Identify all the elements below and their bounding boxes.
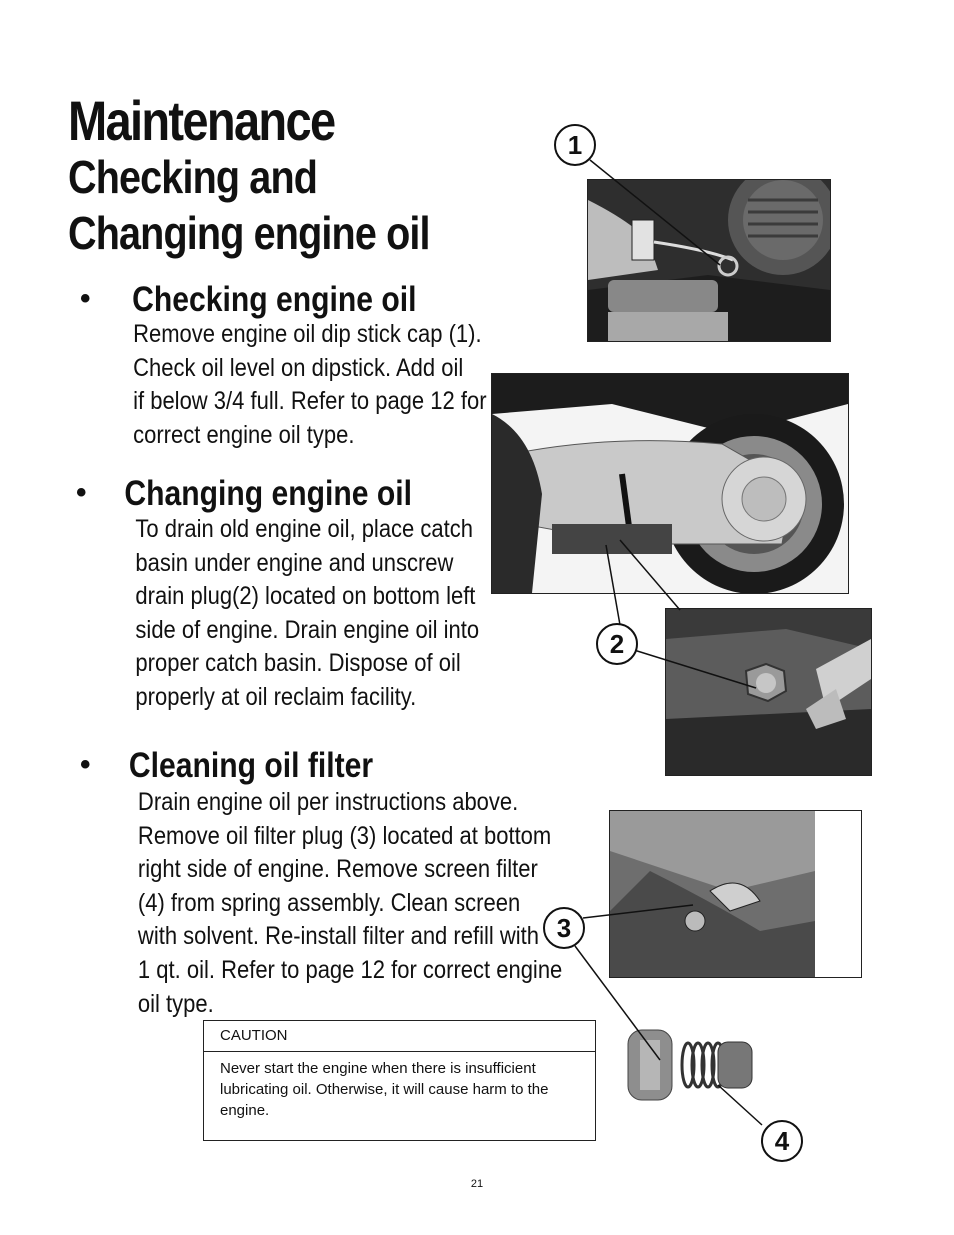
callout-2: 2 (596, 623, 638, 665)
bullet-cleaning: • (80, 748, 91, 781)
text-line: right side of engine. Remove screen filter (137, 855, 538, 884)
caution-text: Never start the engine when there is insufficient lubricating oil. Otherwise, it will cause harm to the engine. (220, 1060, 549, 1119)
callout-4: 4 (761, 1120, 803, 1162)
text-line: correct engine oil type. (133, 420, 355, 449)
text-line: with solvent. Re-install filter and refill with (137, 922, 539, 951)
text-line: To drain old engine oil, place catch (135, 515, 473, 543)
text-line: Drain engine oil per instructions above. (137, 788, 519, 816)
text-line: proper catch basin. Dispose of oil (135, 649, 461, 678)
text-line: basin under engine and unscrew (135, 548, 454, 577)
text-line: Check oil level on dipstick. Add oil (133, 353, 464, 382)
callout-3: 3 (543, 907, 585, 949)
heading-cleaning-oil-filter: Cleaning oil filter (128, 746, 374, 785)
caution-heading: CAUTION (204, 1021, 595, 1052)
leader-line-2a (606, 545, 620, 625)
text-line: Remove engine oil dip stick cap (1). (133, 320, 482, 348)
caution-box (203, 1020, 596, 1141)
page-number: 21 (470, 1178, 484, 1190)
page-subtitle-line-1: Checking and (68, 151, 318, 203)
bullet-changing: • (76, 476, 87, 509)
leader-line-2b (634, 650, 756, 688)
text-line: Remove oil filter plug (3) located at bottom (137, 821, 552, 850)
text-line: oil type. (137, 989, 214, 1018)
leader-line-4 (718, 1085, 762, 1125)
text-line: (4) from spring assembly. Clean screen (137, 888, 521, 917)
text-line: if below 3/4 full. Refer to page 12 for (133, 387, 487, 416)
page-subtitle-line-2: Changing engine oil (68, 207, 430, 259)
text-line: drain plug(2) located on bottom left (135, 582, 476, 611)
leader-line-2c (620, 540, 680, 610)
leader-line-3a (583, 905, 693, 918)
bullet-checking: • (80, 282, 91, 315)
text-line: properly at oil reclaim facility. (135, 682, 417, 711)
heading-changing-engine-oil: Changing engine oil (124, 474, 413, 513)
text-line: 1 qt. oil. Refer to page 12 for correct engine (137, 955, 563, 984)
page-title: Maintenance (68, 89, 335, 152)
leader-line-1 (590, 160, 720, 265)
text-line: side of engine. Drain engine oil into (135, 615, 480, 644)
callout-1: 1 (554, 124, 596, 166)
heading-checking-engine-oil: Checking engine oil (132, 280, 417, 319)
